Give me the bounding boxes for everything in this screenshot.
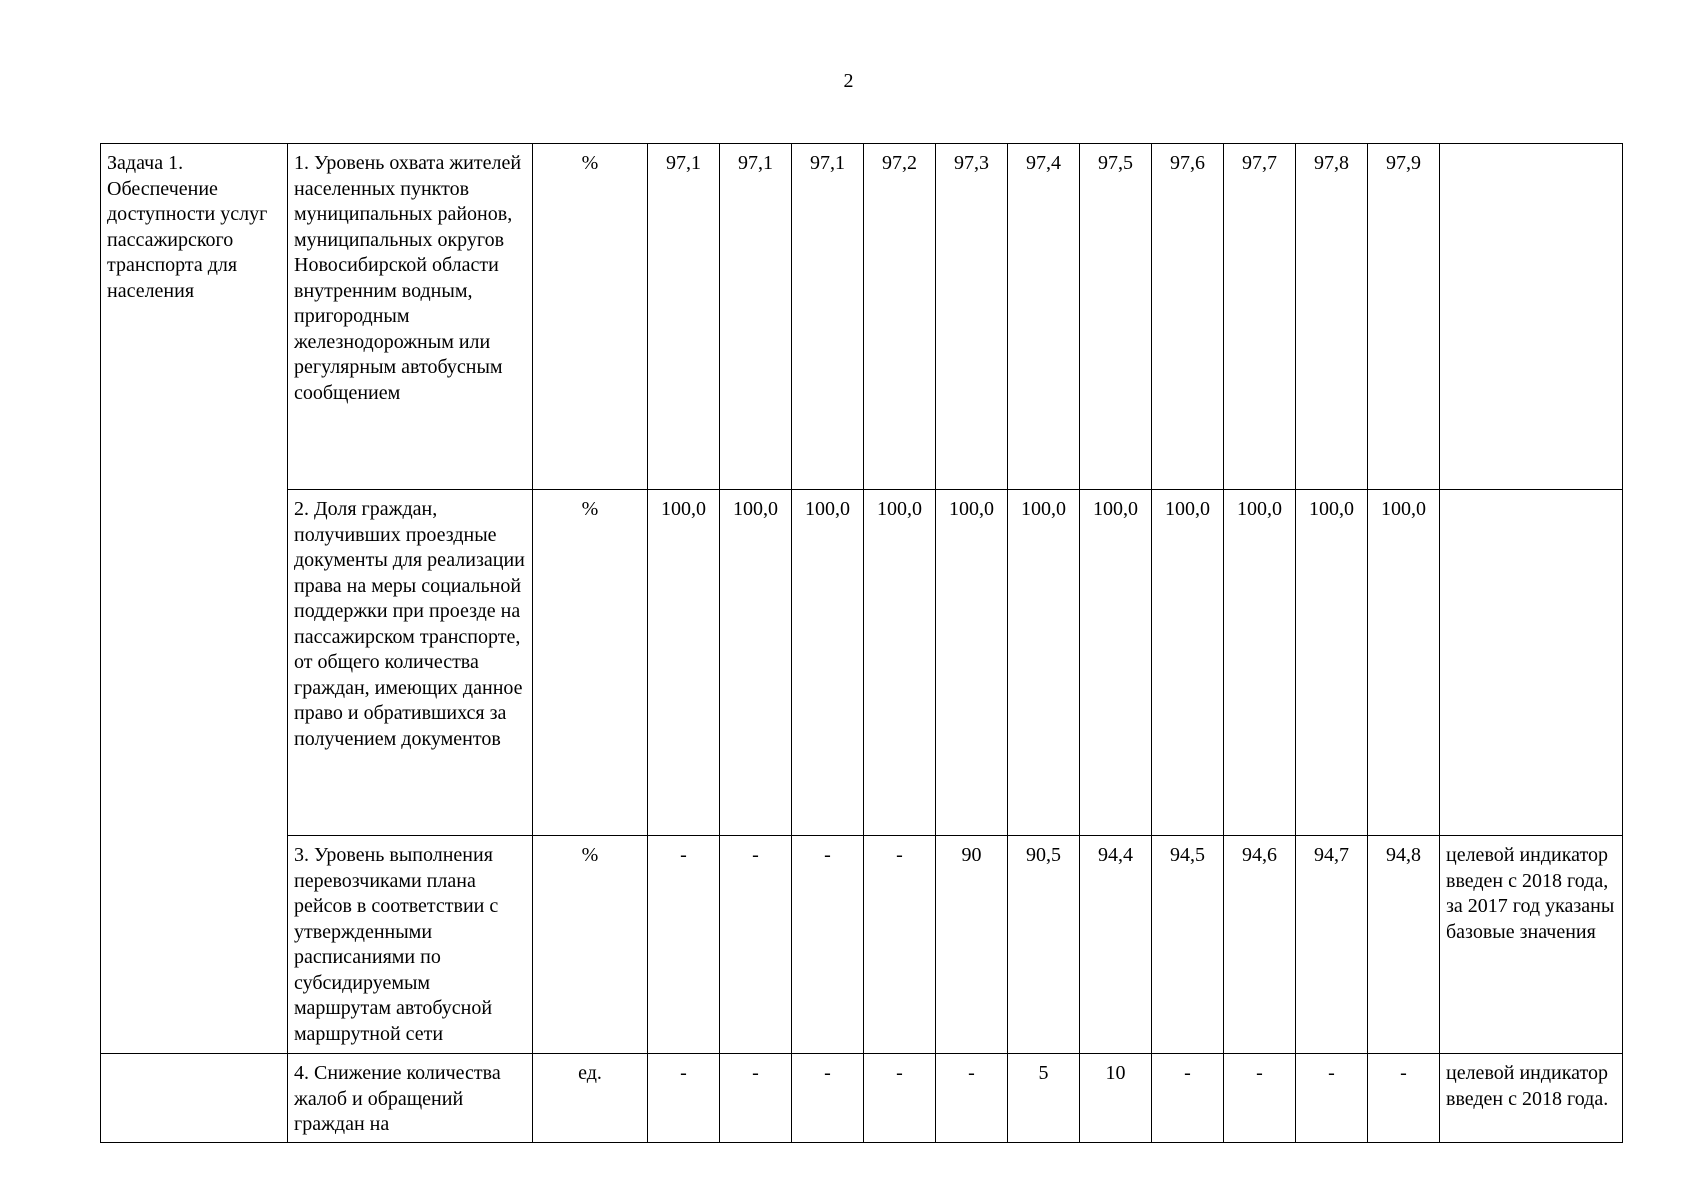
value-cell: 100,0 <box>1296 490 1368 836</box>
unit-cell: % <box>533 490 648 836</box>
value-cell: 100,0 <box>720 490 792 836</box>
value-cell: 97,1 <box>648 144 720 490</box>
value-cell: 97,4 <box>1008 144 1080 490</box>
value-cell: 97,1 <box>792 144 864 490</box>
value-cell: - <box>792 836 864 1054</box>
value-cell: 100,0 <box>936 490 1008 836</box>
value-cell: 10 <box>1080 1054 1152 1143</box>
value-cell: 97,8 <box>1296 144 1368 490</box>
indicator-cell: 4. Снижение количества жалоб и обращений граждан на <box>288 1054 533 1143</box>
unit-cell: ед. <box>533 1054 648 1143</box>
value-cell: 97,9 <box>1368 144 1440 490</box>
value-cell: - <box>936 1054 1008 1143</box>
value-cell: - <box>1152 1054 1224 1143</box>
value-cell: - <box>864 836 936 1054</box>
value-cell: 97,6 <box>1152 144 1224 490</box>
value-cell: 100,0 <box>1224 490 1296 836</box>
note-cell: целевой индикатор введен с 2018 года. <box>1440 1054 1623 1143</box>
value-cell: 90 <box>936 836 1008 1054</box>
value-cell: 94,4 <box>1080 836 1152 1054</box>
value-cell: - <box>648 836 720 1054</box>
value-cell: 100,0 <box>1080 490 1152 836</box>
value-cell: 100,0 <box>648 490 720 836</box>
indicator-cell: 3. Уровень выполнения перевозчиками плана рейсов в соответствии с утвержденными расписаниями по субсидируемым маршрутам автобусной маршрутной сети <box>288 836 533 1054</box>
value-cell: 94,8 <box>1368 836 1440 1054</box>
value-cell: - <box>720 1054 792 1143</box>
value-cell: - <box>1224 1054 1296 1143</box>
value-cell: - <box>864 1054 936 1143</box>
unit-cell: % <box>533 836 648 1054</box>
table-row <box>101 490 1623 836</box>
value-cell: - <box>1368 1054 1440 1143</box>
value-cell: - <box>648 1054 720 1143</box>
indicator-cell: 2. Доля граждан, получивших проездные документы для реализации права на меры социальной поддержки при проезде на пассажирском транспорте, от общего количества граждан, имеющих данное право и обратившихся за получением документов <box>288 490 533 836</box>
value-cell: 100,0 <box>1008 490 1080 836</box>
task-cell: Задача 1. Обеспечение доступности услуг пассажирского транспорта для населения <box>101 144 288 1054</box>
value-cell: 97,2 <box>864 144 936 490</box>
value-cell: - <box>792 1054 864 1143</box>
value-cell: 100,0 <box>1152 490 1224 836</box>
value-cell: 97,7 <box>1224 144 1296 490</box>
task-cell-empty <box>101 1054 288 1143</box>
value-cell: 97,3 <box>936 144 1008 490</box>
value-cell: 90,5 <box>1008 836 1080 1054</box>
note-cell <box>1440 144 1623 490</box>
value-cell: 100,0 <box>792 490 864 836</box>
value-cell: 97,1 <box>720 144 792 490</box>
note-cell <box>1440 490 1623 836</box>
note-cell: целевой индикатор введен с 2018 года, за 2017 год указаны базовые значения <box>1440 836 1623 1054</box>
indicators-table <box>100 143 1623 1143</box>
value-cell: 94,5 <box>1152 836 1224 1054</box>
indicator-cell: 1. Уровень охвата жителей населенных пунктов муниципальных районов, муниципальных округов Новосибирской области внутренним водным, пригородным железнодорожным или регулярным автобусным сообщением <box>288 144 533 490</box>
page-number: 2 <box>843 70 854 92</box>
value-cell: 94,7 <box>1296 836 1368 1054</box>
value-cell: 94,6 <box>1224 836 1296 1054</box>
value-cell: 5 <box>1008 1054 1080 1143</box>
table-row <box>101 1054 1623 1143</box>
value-cell: 100,0 <box>1368 490 1440 836</box>
table-row <box>101 836 1623 1054</box>
value-cell: 100,0 <box>864 490 936 836</box>
value-cell: 97,5 <box>1080 144 1152 490</box>
unit-cell: % <box>533 144 648 490</box>
value-cell: - <box>720 836 792 1054</box>
table-row <box>101 144 1623 490</box>
value-cell: - <box>1296 1054 1368 1143</box>
